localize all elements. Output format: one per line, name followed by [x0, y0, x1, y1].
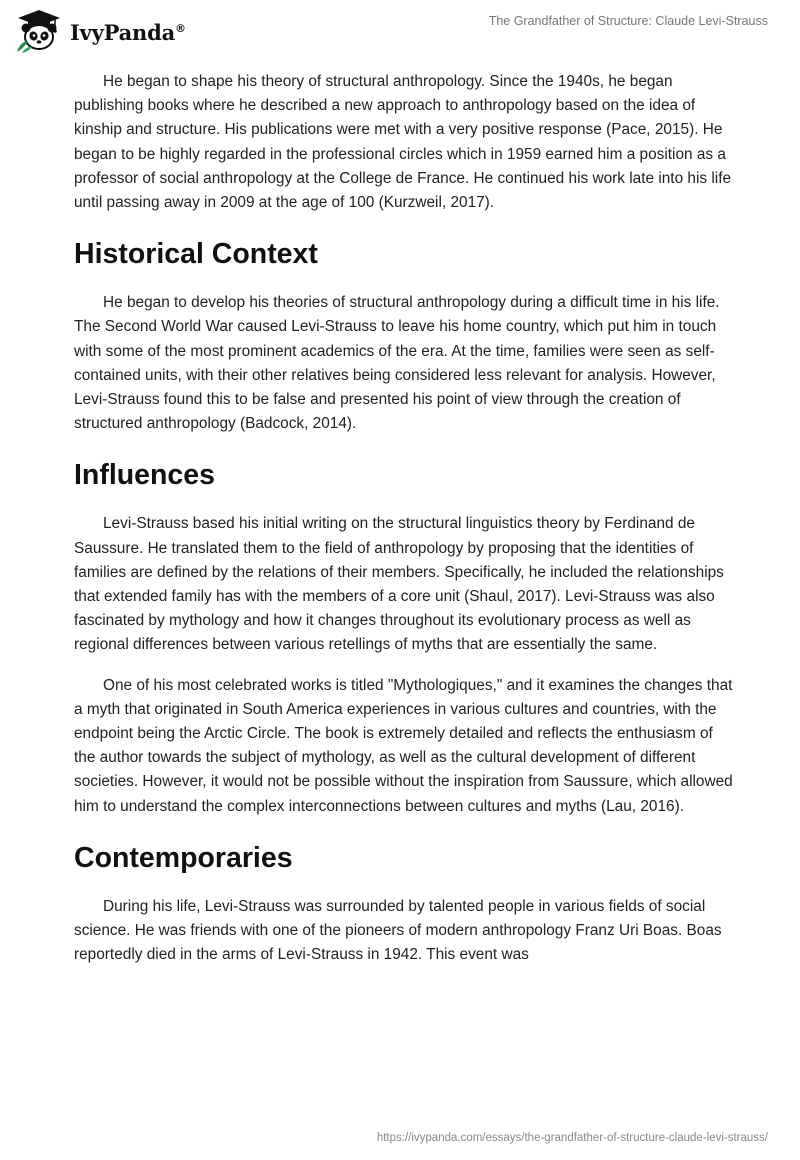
paragraph: He began to develop his theories of structural anthropology during a difficult time in his life. The Second World War caused Levi-Strauss to leave his home country, which put him in touch with some of the most prominent academics of the era. At the time, families were seen as self-contained units, with their other relatives being considered less relevant for analysis. However, Levi-Strauss found this to be false and presented his point of view through the creation of structured anthropology (Badcock, 2014). — [74, 294, 720, 433]
panda-graduate-icon — [14, 8, 64, 54]
intro-paragraph: He began to shape his theory of structural anthropology. Since the 1940s, he began publishing books where he described a new approach to anthropology based on the idea of kinship and structure. His publications were met with a very positive response (Pace, 2015). He began to be highly regarded in the professional circles which in 1959 earned him a position as a professor of social anthropology at the College de France. He continued his work late into his life until passing away in 2009 at the age of 100 (Kurzweil, 2017). — [74, 73, 732, 212]
paragraph: During his life, Levi-Strauss was surrounded by talented people in various fields of social science. He was friends with one of the pioneers of modern anthropology Franz Uri Boas. Boas reportedly died in the arms of Levi-Strauss in 1942. This event was — [74, 897, 722, 964]
ivypanda-logo[interactable] — [14, 8, 186, 54]
paragraph: One of his most celebrated works is titled "Mythologiques," and it examines the changes that a myth that originated in South America experiences in various cultures and countries, with the endpoint being the Arctic Circle. The book is extremely detailed and reflects the enthusiasm of the author towards the subject of mythology, as well as the cultural development of different societies. However, it would not be possible without the inspiration from Saussure, which allowed him to understand the complex interconnections between cultures and myths (Lau, 2016). — [74, 676, 733, 815]
page-header — [0, 0, 800, 60]
heading-contemporaries: Contemporaries — [74, 841, 293, 874]
essay-body — [74, 70, 734, 983]
paragraph: Levi-Strauss based his initial writing on the structural linguistics theory by Ferdinand de Saussure. He translated them to the field of anthropology by proposing that the identities of families are defined by the relations of their members. Specifically, he included the relationships that extended family has with the members of a core unit (Shaul, 2017). Levi-Strauss was also fascinated by mythology and how it changes throughout its evolutionary process as well as regional differences between various retellings of myths that are essentially the same. — [74, 515, 724, 654]
registered-mark: ® — [175, 21, 186, 35]
heading-historical-context: Historical Context — [74, 238, 318, 271]
heading-influences: Influences — [74, 459, 215, 492]
logo-text: IvyPanda — [70, 19, 176, 45]
source-url[interactable]: https://ivypanda.com/essays/the-grandfather-of-structure-claude-levi-strauss/ — [376, 1132, 768, 1144]
document-title: The Grandfather of Structure: Claude Levi-Strauss — [488, 14, 768, 28]
